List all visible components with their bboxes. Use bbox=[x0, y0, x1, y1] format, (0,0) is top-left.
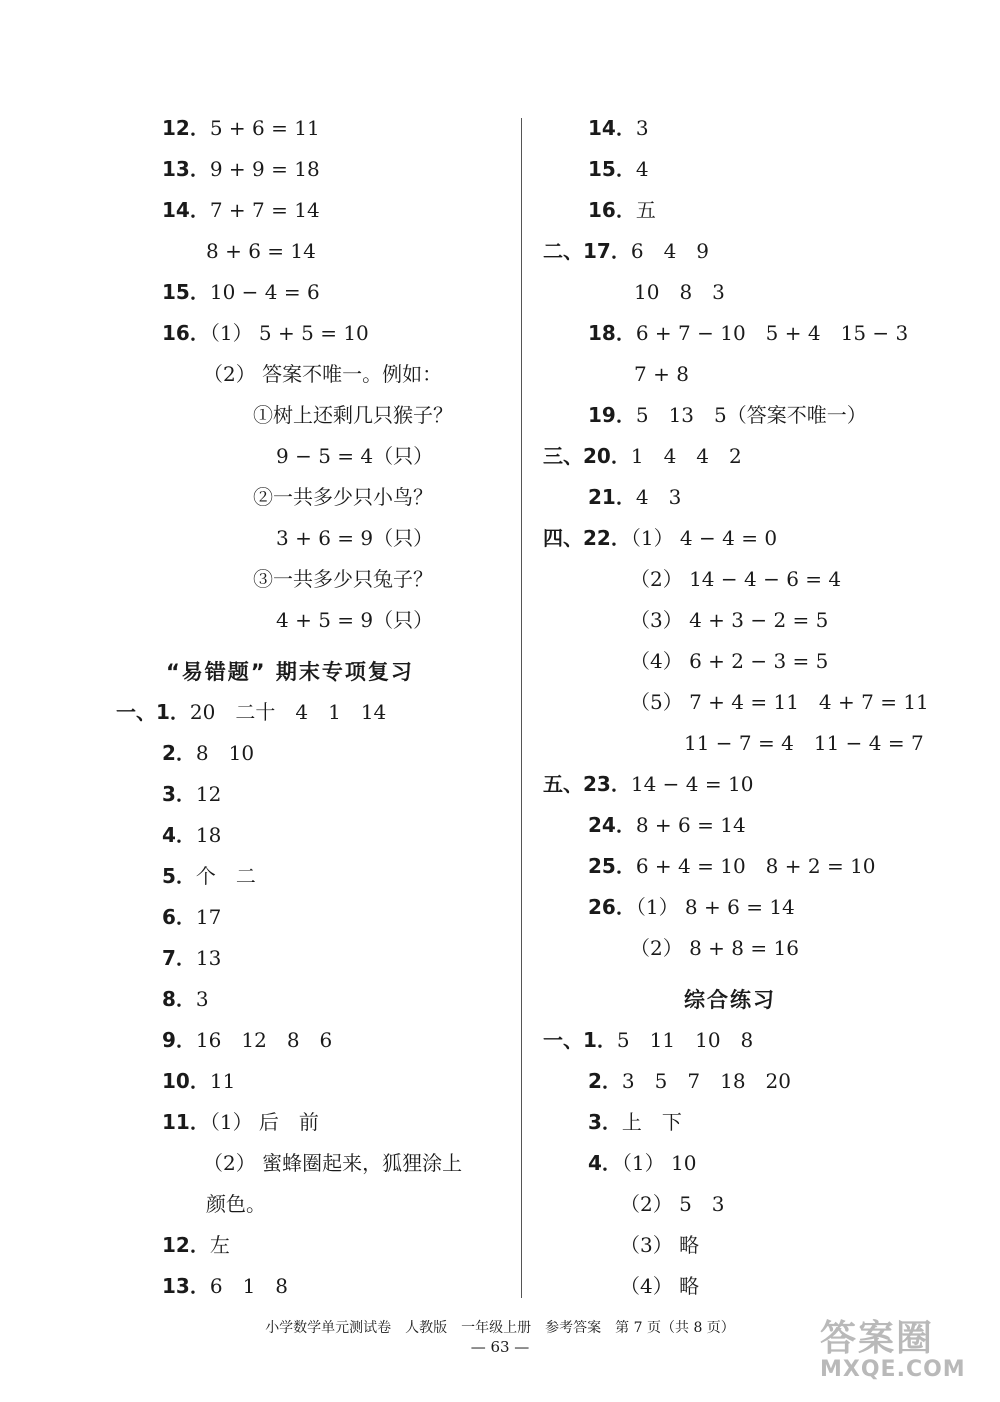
answer-item: 2．8 10 bbox=[162, 741, 255, 765]
watermark-top: 答案圈 bbox=[820, 1318, 935, 1359]
answer-item: 3．上 下 bbox=[588, 1110, 682, 1134]
answer-subitem: （2） 答案不唯一。例如： bbox=[203, 362, 443, 386]
answer-subitem: （2） 5 3 bbox=[620, 1192, 725, 1216]
answer-item: 7．13 bbox=[162, 946, 222, 970]
answer-item: 21．4 3 bbox=[588, 485, 682, 509]
answer-continuation: 10 8 3 bbox=[634, 280, 725, 304]
answer-item: 14．3 bbox=[588, 116, 649, 140]
answer-item: 26．（1） 8 + 6 = 14 bbox=[588, 895, 795, 919]
answer-subitem: （4） 6 + 2 − 3 = 5 bbox=[630, 649, 829, 673]
answer-item: 三、20．1 4 4 2 bbox=[543, 444, 742, 468]
answer-item: 12．5 + 6 = 11 bbox=[162, 116, 320, 140]
answer-item: 15．4 bbox=[588, 157, 649, 181]
answer-item: 11．（1） 后 前 bbox=[162, 1110, 319, 1134]
answer-item: 12．左 bbox=[162, 1233, 230, 1257]
answer-item: 24．8 + 6 = 14 bbox=[588, 813, 746, 837]
answer-equation: 4 + 5 = 9（只） bbox=[276, 608, 434, 632]
section-title: “易错题” 期末专项复习 bbox=[166, 660, 414, 684]
answer-item: 13．6 1 8 bbox=[162, 1274, 289, 1298]
section-title: 综合练习 bbox=[684, 988, 776, 1012]
answer-equation: 9 − 5 = 4（只） bbox=[276, 444, 434, 468]
answer-continuation: 8 + 6 = 14 bbox=[206, 239, 316, 263]
answer-item: 一、1．5 11 10 8 bbox=[543, 1028, 754, 1052]
answer-item: 4．18 bbox=[162, 823, 222, 847]
answer-item: 4．（1） 10 bbox=[588, 1151, 697, 1175]
answer-item: 一、1．20 二十 4 1 14 bbox=[116, 700, 387, 724]
answer-item: 25．6 + 4 = 10 8 + 2 = 10 bbox=[588, 854, 876, 878]
answer-continuation: 颜色。 bbox=[206, 1192, 266, 1216]
page-footer: 小学数学单元测试卷 人教版 一年级上册 参考答案 第 7 页（共 8 页） bbox=[265, 1320, 735, 1336]
answer-item: 16．（1） 5 + 5 = 10 bbox=[162, 321, 369, 345]
answer-subitem: ③一共多少只兔子？ bbox=[253, 567, 433, 591]
answer-item: 五、23．14 − 4 = 10 bbox=[543, 772, 754, 796]
watermark-logo bbox=[820, 1310, 995, 1396]
answer-continuation: 11 − 7 = 4 11 − 4 = 7 bbox=[684, 731, 924, 755]
answer-item: 3．12 bbox=[162, 782, 222, 806]
page-number: — 63 — bbox=[470, 1338, 530, 1356]
answer-continuation: 7 + 8 bbox=[634, 362, 689, 386]
answer-item: 二、17．6 4 9 bbox=[543, 239, 710, 263]
answer-subitem: （3） 略 bbox=[620, 1233, 700, 1257]
answer-subitem: （2） 8 + 8 = 16 bbox=[630, 936, 799, 960]
answer-item: 5．个 二 bbox=[162, 864, 256, 888]
answer-subitem: ②一共多少只小鸟？ bbox=[253, 485, 433, 509]
answer-item: 6．17 bbox=[162, 905, 222, 929]
answer-item: 15．10 − 4 = 6 bbox=[162, 280, 320, 304]
answer-item: 四、22．（1） 4 − 4 = 0 bbox=[543, 526, 778, 550]
watermark-bottom: MXQE.COM bbox=[820, 1357, 966, 1382]
answer-item: 2．3 5 7 18 20 bbox=[588, 1069, 791, 1093]
answer-subitem: （2） 蜜蜂圈起来，狐狸涂上 bbox=[203, 1151, 463, 1175]
answer-item: 10．11 bbox=[162, 1069, 236, 1093]
answer-item: 19．5 13 5（答案不唯一） bbox=[588, 403, 867, 427]
answer-subitem: （3） 4 + 3 − 2 = 5 bbox=[630, 608, 829, 632]
answer-subitem: （4） 略 bbox=[620, 1274, 700, 1298]
answer-item: 18．6 + 7 − 10 5 + 4 15 − 3 bbox=[588, 321, 909, 345]
answer-subitem: ①树上还剩几只猴子？ bbox=[253, 403, 453, 427]
column-divider bbox=[521, 118, 522, 1298]
answer-item: 16．五 bbox=[588, 198, 656, 222]
answer-item: 8．3 bbox=[162, 987, 209, 1011]
answer-item: 13．9 + 9 = 18 bbox=[162, 157, 320, 181]
answer-subitem: （2） 14 − 4 − 6 = 4 bbox=[630, 567, 842, 591]
answer-subitem: （5） 7 + 4 = 11 4 + 7 = 11 bbox=[630, 690, 929, 714]
answer-equation: 3 + 6 = 9（只） bbox=[276, 526, 434, 550]
answer-item: 14．7 + 7 = 14 bbox=[162, 198, 320, 222]
answer-item: 9．16 12 8 6 bbox=[162, 1028, 333, 1052]
